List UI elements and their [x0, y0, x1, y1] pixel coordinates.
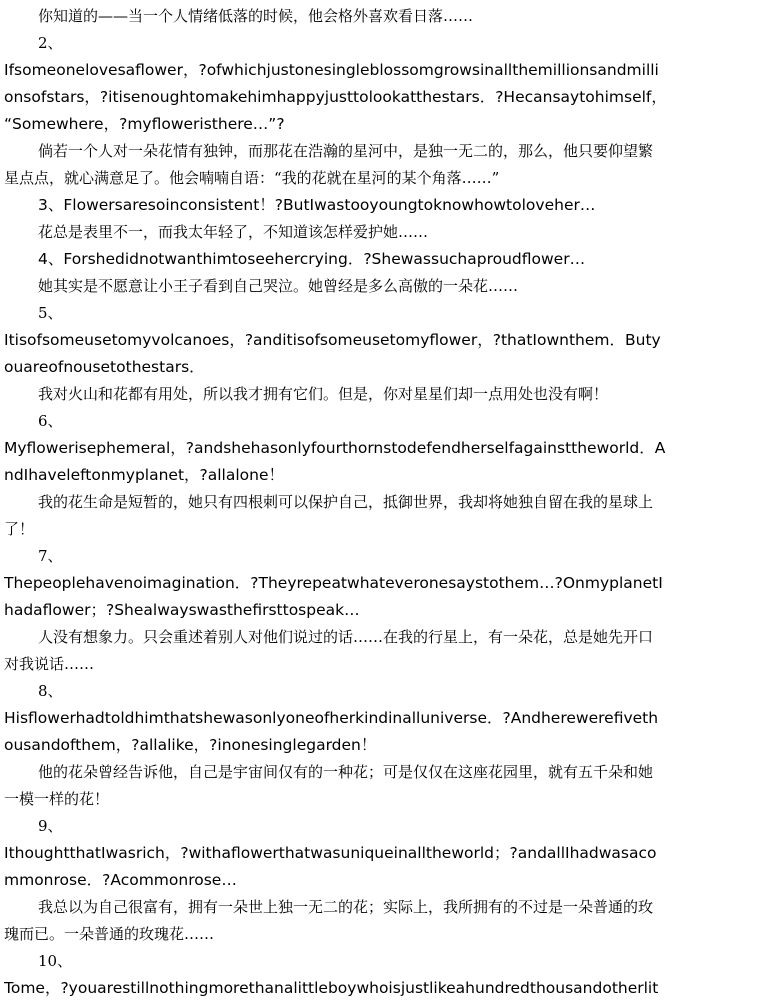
text-line: Myflowerisephemeral，?andshehasonlyfourthornstodefendherselfagainsttheworld．A [4, 439, 666, 457]
text-line: 瑰而已。一朵普通的玫瑰花…… [4, 925, 215, 943]
text-line: 7、 [38, 547, 63, 565]
text-line: 花总是表里不一，而我太年轻了，不知道该怎样爱护她…… [38, 223, 429, 241]
text-line: ouareofnousetothestars． [4, 358, 205, 376]
text-line: “Somewhere，?myfloweristhere…”? [4, 115, 285, 133]
text-line: 对我说话…… [4, 655, 95, 673]
text-line: 8、 [38, 682, 63, 700]
text-line: 3、Flowersaresoinconsistent！?ButIwastooyoungtoknowhowtoloveher… [38, 196, 596, 214]
text-line: 我总以为自己很富有，拥有一朵世上独一无二的花；实际上，我所拥有的不过是一朵普通的玫 [38, 898, 654, 916]
text-line: mmonrose．?Acommonrose… [4, 871, 237, 889]
text-line: 我对火山和花都有用处，所以我才拥有它们。但是，你对星星们却一点用处也没有啊！ [38, 385, 609, 403]
text-line: Itisofsomeusetomyvolcanoes，?anditisofsomeusetomyflower，?thatIownthem．Buty [4, 331, 661, 349]
text-line: 一模一样的花！ [4, 790, 110, 808]
text-line: IthoughtthatIwasrich，?withaflowerthatwasuniqueinalltheworld；?andallIhadwasaco [4, 844, 657, 862]
text-line: Hisflowerhadtoldhimthatshewasonlyoneofherkindinalluniverse．?Andherewerefiveth [4, 709, 659, 727]
text-line: 了！ [4, 520, 35, 538]
text-line: 6、 [38, 412, 63, 430]
text-line: Tome，?youarestillnothingmorethanalittleboywhoisjustlikeahundredthousandotherlit [4, 979, 659, 997]
text-line: ousandofthem，?allalike，?inonesinglegarden！ [4, 736, 377, 754]
text-line: 你知道的——当一个人情绪低落的时候，他会格外喜欢看日落…… [38, 7, 474, 25]
text-line: ndIhaveleftonmyplanet，?allalone！ [4, 466, 285, 484]
text-line: 他的花朵曾经告诉他，自己是宇宙间仅有的一种花；可是仅仅在这座花园里，就有五千朵和她 [38, 763, 654, 781]
text-line: 9、 [38, 817, 63, 835]
text-line: 2、 [38, 34, 63, 52]
text-line: Thepeoplehavenoimagination．?Theyrepeatwhateveronesaystothem…?OnmyplanetI [4, 574, 663, 592]
text-line: 4、Forshedidnotwanthimtoseehercrying．?Shewassuchaproudflower… [38, 250, 586, 268]
text-line: 我的花生命是短暂的，她只有四根刺可以保护自己，抵御世界，我却将她独自留在我的星球上 [38, 493, 654, 511]
text-line: Ifsomeonelovesaflower，?ofwhichjustonesingleblossomgrowsinallthemillionsandmilli [4, 61, 659, 79]
text-line: 星点点，就心满意足了。他会喃喃自语：“我的花就在星河的某个角落……” [4, 169, 500, 187]
text-line: 倘若一个人对一朵花情有独钟，而那花在浩瀚的星河中，是独一无二的，那么，他只要仰望繁 [38, 142, 654, 160]
text-line: 人没有想象力。只会重述着别人对他们说过的话……在我的行星上，有一朵花，总是她先开口 [38, 628, 654, 646]
text-line: 她其实是不愿意让小王子看到自己哭泣。她曾经是多么高傲的一朵花…… [38, 277, 519, 295]
text-line: hadaflower；?Shealwayswasthefirsttospeak… [4, 601, 360, 619]
text-line: 10、 [38, 952, 73, 970]
text-line: 5、 [38, 304, 63, 322]
text-line: onsofstars，?itisenoughtomakehimhappyjusttolookatthestars．?Hecansaytohimself， [4, 88, 667, 106]
